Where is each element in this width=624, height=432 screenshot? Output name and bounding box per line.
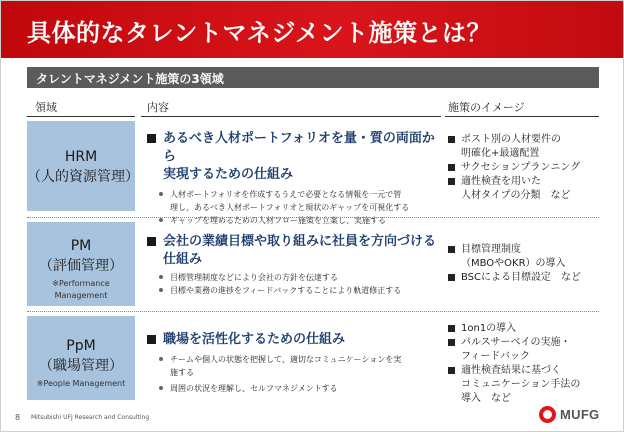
square-bullet-icon (448, 246, 455, 253)
column-header-image: 施策のイメージ (448, 101, 525, 114)
bullet-dot-icon (159, 357, 163, 361)
domain-note: ※Performance Management (52, 279, 110, 300)
square-bullet-icon (448, 367, 455, 374)
row-heading: あるべき人材ポートフォリオを量・質の両面から 実現するための仕組み (147, 130, 443, 184)
row-content-pm (147, 233, 443, 297)
list-item: 周囲の状況を理解し、セルフマネジメントする (159, 382, 443, 395)
domain-box-ppm (27, 316, 135, 400)
square-bullet-icon (448, 178, 455, 185)
square-bullet-icon (147, 134, 156, 143)
slide-title: 具体的なタレントマネジメント施策とは？ (27, 19, 492, 47)
mufg-logo-icon (539, 406, 556, 423)
bullet-dot-icon (159, 386, 163, 390)
mufg-logo (539, 406, 599, 423)
list-item: 適性検査を用いた 人材タイプの分類 など (448, 175, 598, 203)
row-images-hrm (448, 133, 598, 203)
list-item: BSCによる目標設定 など (448, 271, 598, 285)
bullet-dot-icon (159, 288, 163, 292)
bullet-dot-icon (159, 218, 163, 222)
footer-company: Mitsubishi UFJ Research and Consulting (31, 414, 150, 421)
square-bullet-icon (147, 237, 156, 246)
section-header-label: タレントマネジメント施策の3領域 (36, 72, 224, 86)
list-item: 1on1の導入 (448, 322, 598, 336)
list-item: パルスサーベイの実施・ フィードバック (448, 336, 598, 364)
list-item: ギャップを埋めるための人材フロー施策を立案し、実施する (159, 214, 443, 227)
row-divider (27, 217, 599, 218)
mufg-logo-text: MUFG (560, 407, 600, 422)
bullet-dot-icon (159, 192, 163, 196)
domain-subtitle: （評価管理） (39, 258, 123, 274)
row-heading: 会社の業績目標や取り組みに社員を方向づける 仕組み (147, 233, 443, 269)
row-content-ppm (147, 331, 443, 395)
list-item: 目標や業務の進捗をフィードバックすることにより軌道修正する (159, 284, 443, 297)
list-item: 目標管理制度などにより会社の方針を伝達する (159, 271, 443, 284)
domain-title: PpM (66, 338, 96, 354)
list-item: 適性検査結果に基づく コミュニケーション手法の 導入 など (448, 364, 598, 406)
list-item: 人材ポートフォリオを作成するうえで必要となる情報を一元で管 理し、あるべき人材ポートフォリオと現状のギャップを可視化する (159, 188, 443, 214)
domain-subtitle: （職場管理） (39, 358, 123, 374)
row-content-hrm (147, 130, 443, 227)
square-bullet-icon (448, 136, 455, 143)
domain-box-pm (27, 222, 135, 306)
section-header (27, 67, 599, 88)
square-bullet-icon (147, 335, 156, 344)
column-underline-image (445, 116, 599, 117)
domain-box-hrm (27, 121, 139, 211)
square-bullet-icon (448, 274, 455, 281)
domain-note: ※People Management (36, 379, 126, 388)
square-bullet-icon (448, 339, 455, 346)
domain-title: HRM (64, 149, 98, 165)
column-underline-content (141, 116, 441, 117)
bullet-dot-icon (159, 275, 163, 279)
row-divider (27, 311, 599, 312)
domain-title: PM (70, 238, 92, 254)
list-item: チームや個人の状態を把握して、適切なコミュニケーションを実 施する (159, 353, 443, 379)
row-images-pm (448, 243, 598, 285)
column-header-domain: 領域 (35, 101, 57, 114)
title-bar (1, 1, 623, 58)
row-images-ppm (448, 322, 598, 406)
square-bullet-icon (448, 164, 455, 171)
row-heading: 職場を活性化するための仕組み (147, 331, 443, 349)
list-item: サクセションプランニング (448, 161, 598, 175)
column-header-content: 内容 (147, 101, 169, 114)
list-item: ポスト別の人材要件の 明確化+最適配置 (448, 133, 598, 161)
column-underline-domain (27, 116, 135, 117)
domain-subtitle: （人的資源管理） (27, 169, 139, 185)
square-bullet-icon (448, 325, 455, 332)
page-number: 8 (15, 413, 21, 422)
list-item: 目標管理制度 （MBOやOKR）の導入 (448, 243, 598, 271)
